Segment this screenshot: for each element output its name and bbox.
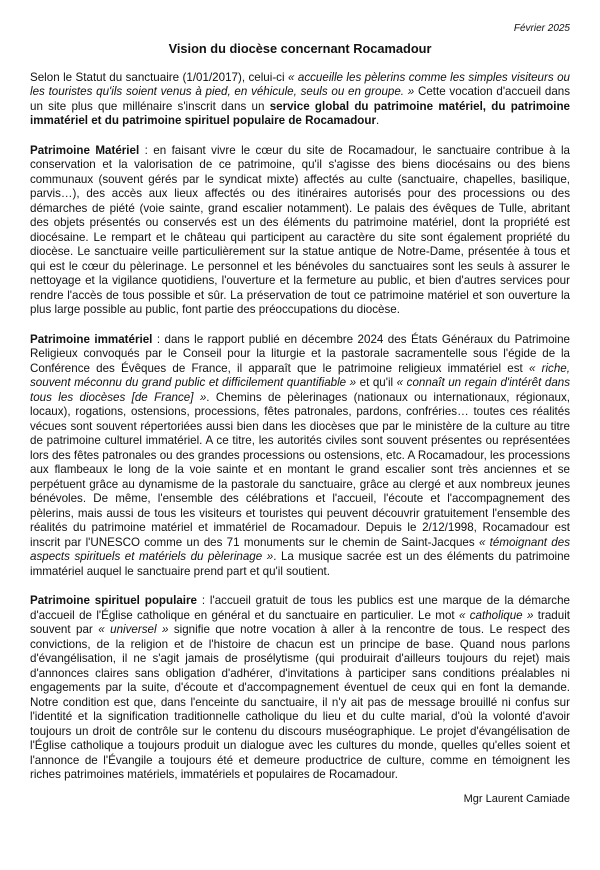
- materiel-text: : en faisant vivre le cœur du site de Rocamadour, le sanctuaire contribue à la conservation et la valorisation de ce patrimoine, qu'il s'agisse des biens diocésains ou des biens communaux (souvent gérés par le syndicat mixte) affectés au culte (sanctuaire, chapelles, basilique, parvis…), des accès aux lieux affectés ou des itinéraires autorisés pour des processions ou des démarches de piété (voie sainte, grand escalier notamment). Le palais des évêques de Tulle, abritant des objets présentés ou conservés est un des éléments du patrimoine matériel, dont la propriété est diocésaine. Le rempart et le château qui participent au caractère du site sont également propriété du diocèse. Le sanctuaire veille particulièrement sur la statue antique de Notre-Dame, présentée à tous et qui est le cœur du pèlerinage. Le personnel et les bénévoles du sanctuaires sont les seuls à assurer le nettoyage et la vigilance quotidiens, l'ouverture et la fermeture au public, et bien d'autres services pour rendre l'accès de tous possible et sûr. La préservation de tout ce patrimoine matériel et son ouverture la plus large possible au public, font partie des préoccupations du diocèse.: [30, 143, 570, 316]
- intro-bold-text: service global du patrimoine matériel, du patrimoine immatériel et du patrimoine spirituel populaire de Rocamadour: [30, 99, 570, 127]
- immateriel-text-3: . Chemins de pèlerinages (nationaux ou internationaux, régionaux, locaux), rogations, ostensions, processions, fêtes patronales, pardons, confréries… toutes ces réalités vécues sont souvent répertoriées aussi bien dans les diocèses que par le ministère de la culture au titre de patrimoine culturel immatériel. A ce titre, les autorités civiles sont souvent présentes ou représentées lors des fêtes patronales ou des grandes processions ou ostensions, etc. A Rocamadour, les processions aux flambeaux le long de la voie sainte et en montant le grand escalier sont très anciennes et se perpétuent grâce au dynamisme de la pastorale du sanctuaire, grâce au clergé et aux nombreux jeunes bénévoles. De même, l'ensemble des célébrations et l'accueil, l'écoute et l'accompagnement des pèlerins, mais aussi de tous les visiteurs et touristes qui peuvent découvrir gratuitement l'ensemble des réalités du patrimoine matériel et immatériel de Rocamadour. Depuis le 2/12/1998, Rocamadour est inscrit par l'UNESCO comme un des 71 monuments sur le chemin de Saint-Jacques: [30, 390, 571, 549]
- immateriel-text-2: et qu'il: [356, 376, 397, 389]
- immateriel-quote-1: « riche, souvent méconnu du grand public et difficilement quantifiable »: [30, 361, 570, 389]
- immateriel-text-1: : dans le rapport publié en décembre 2024 des États Généraux du Patrimoine Religieux convoqués par le Conseil pour la liturgie et la pastorale sacramentelle sous l'égide de la Conférence des Évêques de France, il apparaît que le patrimoine religieux immatériel est: [30, 332, 570, 375]
- immateriel-quote-3: « témoignant des aspects spirituels et matériels du pèlerinage »: [30, 535, 570, 563]
- spirituel-heading: Patrimoine spirituel populaire: [30, 594, 197, 607]
- intro-quote: « accueille les pèlerins comme les simples visiteurs ou les touristes qu'ils soient venus à pied, en véhicule, seuls ou en groupe. »: [30, 70, 570, 98]
- immateriel-paragraph: [30, 333, 570, 580]
- spirituel-text-3: signifie que notre vocation à aller à la rencontre de tous. Le respect des convictions, de la religion et de l'histoire de chacun est un principe de base. Quand nous parlons d'évangélisation, il ne s'agit jamais de prosélytisme (qui produirait d'ailleurs toujours du rejet) mais d'annonces claires sans obligation d'adhérer, d'invitations à participer sans conditions préalables ni engagements par la suite, d'écoute et d'accompagnement éventuel de ceux qui en font la demande. Notre condition est que, dans l'enceinte du sanctuaire, il n'y ait pas de message brouillé ni confus sur l'identité et la signification traditionnelle catholique du lieu et du culte marial, d'où la volonté d'avoir toujours un droit de contrôle sur le contenu du discours muséographique. Le projet d'évangélisation de l'Église catholique a toujours produit un dialogue avec les cultures du monde, quelles qu'elles soient et l'annonce de l'Évangile a toujours été et demeure productrice de culture, comme en témoignent les riches patrimoines matériels, immatériels et populaires de Rocamadour.: [30, 623, 570, 781]
- spirituel-paragraph: [30, 594, 570, 783]
- signature: Mgr Laurent Camiade: [463, 792, 570, 805]
- document-date: Février 2025: [513, 23, 570, 34]
- spirituel-text-2: traduit souvent par: [30, 608, 570, 636]
- immateriel-quote-2: « connaît un regain d'intérêt dans tous les diocèses [de France] »: [30, 376, 571, 404]
- intro-text-1: Selon le Statut du sanctuaire (1/01/2017), celui-ci: [30, 70, 288, 84]
- spirituel-quote-2: « universel »: [98, 623, 169, 636]
- immateriel-text-4: . La musique sacrée est un des éléments du patrimoine immatériel auquel le sanctuaire prend part et qu'il soutient.: [30, 550, 570, 578]
- intro-text-2: Cette vocation d'accueil dans un site plus que millénaire s'inscrit dans un: [30, 85, 571, 113]
- intro-text-3: .: [375, 114, 380, 127]
- intro-paragraph: [30, 71, 570, 129]
- spirituel-text-1: : l'accueil gratuit de tous les publics est une marque de la démarche d'accueil de l'Église catholique en général et du sanctuaire en particulier. Le mot: [30, 594, 570, 622]
- materiel-paragraph: [30, 144, 570, 318]
- immateriel-heading: Patrimoine immatériel: [30, 332, 153, 346]
- spirituel-quote-1: « catholique »: [458, 608, 534, 622]
- document-title: Vision du diocèse concernant Rocamadour: [168, 41, 432, 56]
- materiel-heading: Patrimoine Matériel: [30, 143, 140, 157]
